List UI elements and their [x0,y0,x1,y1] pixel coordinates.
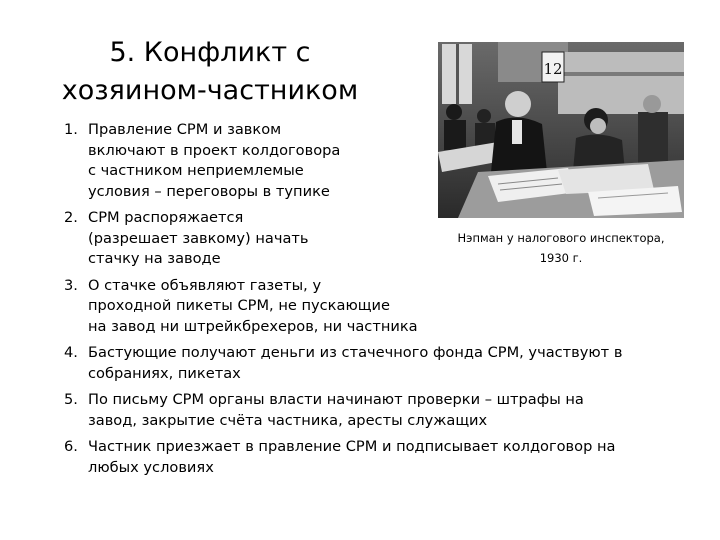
list-item [58,276,678,338]
list-item-line: завод, закрытие счёта частника, аресты служащих [88,411,488,429]
list-item [58,437,678,478]
list-item-line: включают в проект колдоговора [88,141,341,159]
list-item-number: 4. [64,344,78,361]
list-item-line: собраниях, пикетах [88,364,241,382]
list-item-number: 6. [64,438,78,455]
title-line-1: 5. Конфликт с [109,37,311,68]
slide-title [40,34,380,110]
list-item-number: 3. [64,276,78,294]
list-item [58,390,678,431]
list-item-line: на завод ни штрейкбрехеров, ни частника [88,317,418,335]
numbered-list [58,120,678,484]
list-item-number: 5. [64,391,78,408]
photo-caption-line-2: 1930 г. [539,251,583,265]
list-item-line: По письму СРМ органы власти начинают проверки – штрафы на [88,391,584,408]
photo-caption-line-1: Нэпман у налогового инспектора, [457,231,665,245]
list-item [58,120,678,202]
list-item-line: О стачке объявляют газеты, у [88,276,322,294]
list-item-number: 1. [64,121,78,138]
list-item-line: Правление СРМ и завком [88,121,282,138]
list-item-line: Бастующие получают деньги из стачечного фонда СРМ, участвуют в [88,344,623,361]
list-item [58,208,678,270]
list-item-number: 2. [64,209,78,226]
list-item-line: (разрешает завкому) начать [88,229,309,247]
list-item-line: СРМ распоряжается [88,209,244,226]
title-line-2: хозяином-частником [61,75,359,106]
list-item-line: Частник приезжает в правление СРМ и подписывает колдоговор на [88,438,616,455]
list-item-line: стачку на заводе [88,250,221,267]
list-item-line: с частником неприемлемые [88,162,304,179]
list-item-line: условия – переговоры в тупике [88,182,330,200]
list-item [58,343,678,384]
window-number-sign: 12 [543,60,563,78]
list-item-line: любых условиях [88,458,214,476]
list-item-line: проходной пикеты СРМ, не пускающие [88,297,390,314]
